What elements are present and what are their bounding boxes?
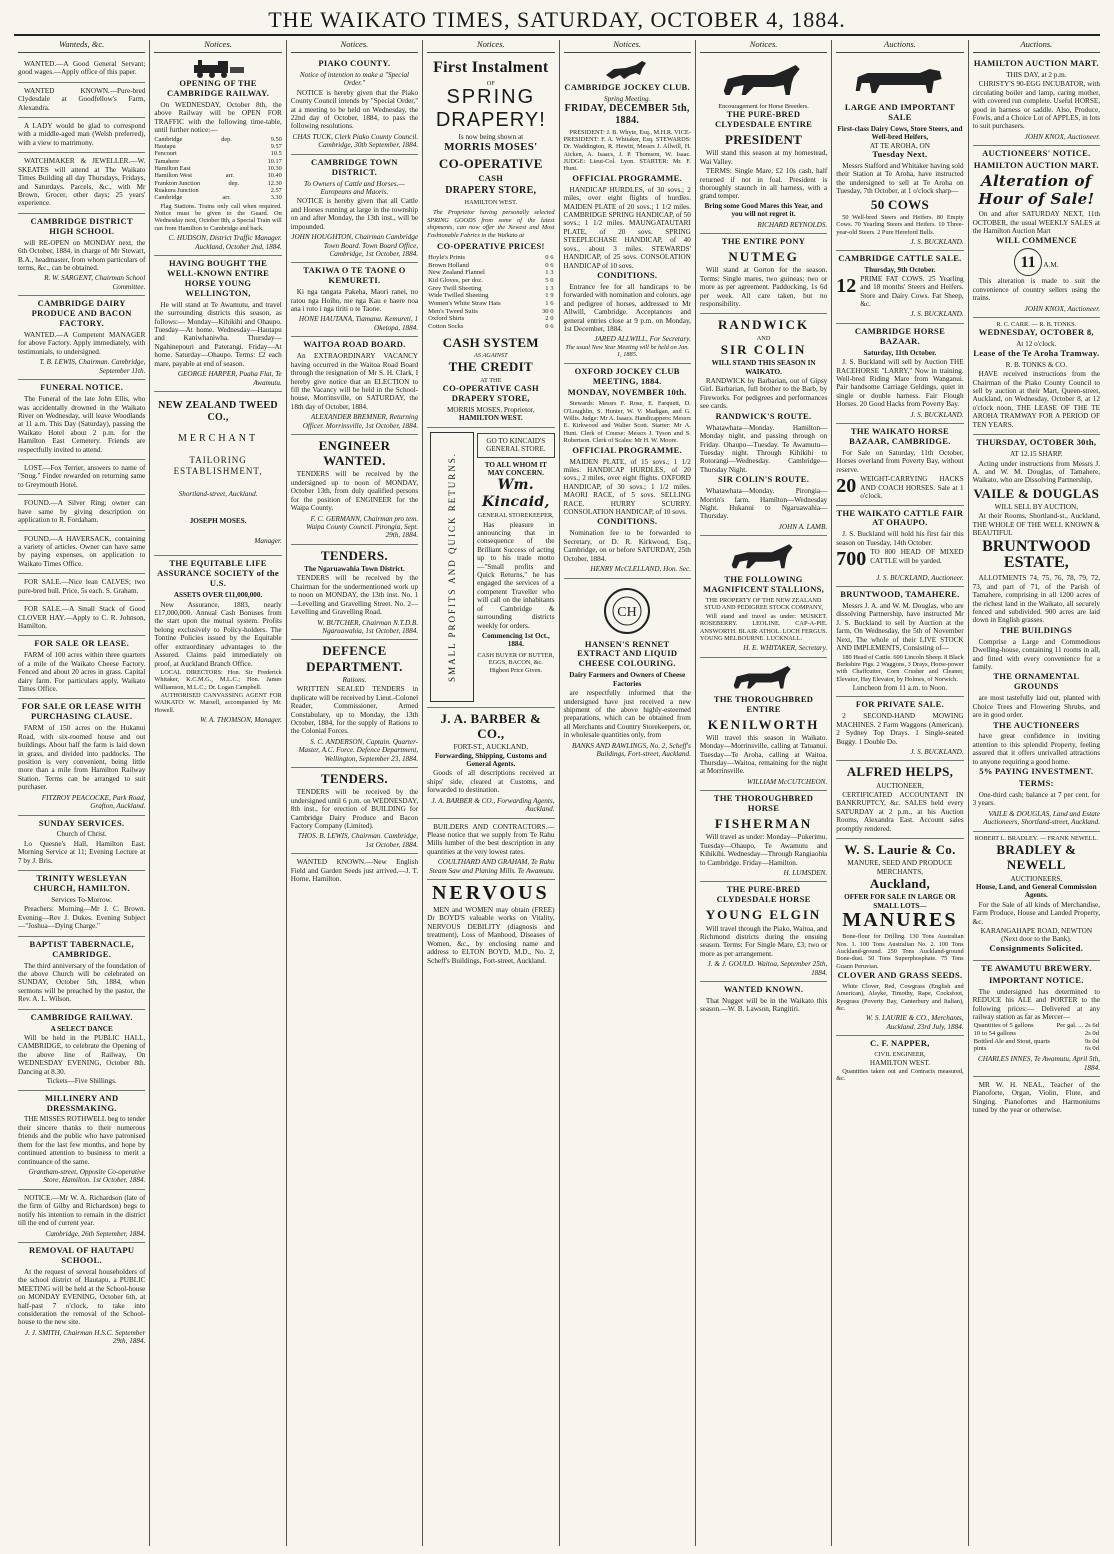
item-price: 1 6 bbox=[545, 300, 554, 308]
station-name: Hautapu bbox=[154, 142, 176, 150]
column-auctions-buckland bbox=[832, 40, 968, 1546]
ad-piako-county: PIAKO COUNTY. Notice of intention to make a "Special Order." NOTICE is hereby given that the Piako County Council intends by "Special Order," at a meeting to be held on Wednesday, the 22nd day of October, 1884, to pass the following resolutions. CHAS TUCK, Clerk Piako County Council. Cambridge, 30th September, 1884. bbox=[291, 56, 418, 155]
price-list bbox=[427, 254, 554, 331]
ad-baptist: BAPTIST TABERNACLE, CAMBRIDGE. The third anniversary of the foundation of the above Church will be celebrated on SUNDAY, October 5th, 1884, when sermons will be preached by the pastor, the Rev. A. L. Wilson. bbox=[18, 937, 145, 1010]
column-heading: Auctions. bbox=[836, 40, 963, 53]
ad-alfred-helps: ALFRED HELPS, AUCTIONEER, CERTIFICATED ACCOUNTANT IN BANKRUPTCY, &c. SALES held every SATURDAY at 2 p.m., at his Auction Rooms, Alexandra East. Account sales promptly rendered. bbox=[836, 761, 963, 839]
station-name: Cambridge bbox=[154, 135, 183, 143]
ad-ohaupo-fair: THE WAIKATO CATTLE FAIR AT OHAUPO. J. S. Buckland will hold his first fair this season on Tuesday, 14th October. 700 TO 800 HEAD OF MIXED CATTLE will be yarded. J. S. BUCKLAND, Auctioneer. bbox=[836, 506, 963, 588]
ad-seeds: WANTED KNOWN.—New English Field and Garden Seeds just arrived.—J. T. Horne, Hamilton. bbox=[290, 858, 419, 884]
column-heading: Notices. bbox=[700, 40, 827, 53]
item-price: 0 6 bbox=[545, 261, 554, 269]
stop-type: arr. bbox=[225, 172, 234, 180]
price-row bbox=[427, 308, 554, 316]
ad-kincaid: SMALL PROFITS AND QUICK RETURNS. GO TO KINCAID'S GENERAL STORE. TO ALL WHOM IT MAY CONCERN. Wm. Kincaid, GENERAL STOREKEEPER, Has pleasure in announcing that in consequence of the Brilliant Success of acting up to his trade motto—"Small profits and Quick Returns," he has engaged the services of a competent Traveller who will call on the inhabitants of Cambridge & surrounding districts weekly for orders. Commencing 1st Oct., 1884. CASH BUYER OF BUTTER, EGGS, BACON, &c. Highest Price Given. bbox=[427, 428, 554, 708]
item-price: 2s 0d bbox=[1084, 1030, 1099, 1038]
vertical-banner: SMALL PROFITS AND QUICK RETURNS. bbox=[430, 432, 474, 702]
ad-te-awamutu-brewery: TE AWAMUTU BREWERY. IMPORTANT NOTICE. The undersigned has determined to REDUCE his ALE and PORTER to the following prices:— Delivered at any railway station as far as Mercer— Quantities of 5 gallons Per gal. ... 2s 6d 10 to 54 gallons 2s 0d Bottled Ale and Stout, quarts 9s 0d pints 6s 0d CHARLES INNES, Te Awamutu, April 5th, 1884. bbox=[973, 961, 1100, 1077]
timetable-row bbox=[154, 143, 281, 150]
departure-time: 9.57 bbox=[270, 142, 282, 150]
timetable bbox=[154, 136, 281, 202]
stop-type: dep. bbox=[221, 135, 232, 143]
ad-railway-opening: OPENING OF THE CAMBRIDGE RAILWAY. On WEDNESDAY, October 8th, the above Railway will be OPEN FOR TRAFFIC with the following time-table, until further notice:— Cambridge dep. 9.50 Hautapu 9.57 Fencourt 10.5 Tamahere 10.17 Hamilton East 10.30 Hamilton West arr. 10.40 Frankton Junction dep. 12.30 Ruakura Junction 2.57 Cambridge arr. 3.30 Flag Stations. Trains only call when required. Notice must be given to the Guard. On Wednesday next, October 8th, a Special Train will run from Hamilton to Cambridge and back. C. HUDSON, District Traffic Manager. Auckland, October 2nd, 1884. bbox=[154, 56, 281, 256]
timetable-row bbox=[154, 194, 281, 201]
timetable-row bbox=[154, 165, 281, 172]
item-price: 1 3 bbox=[545, 269, 554, 277]
departure-time: 3.30 bbox=[270, 194, 282, 202]
column-jockey-club bbox=[560, 40, 696, 1546]
departure-time: 10.40 bbox=[267, 172, 282, 180]
timetable-row bbox=[154, 187, 281, 194]
item-name: Quantities of 5 gallons bbox=[973, 1022, 1034, 1030]
item-price: 0 6 bbox=[545, 323, 554, 331]
columns bbox=[14, 40, 1104, 1546]
column-heading: Notices. bbox=[291, 40, 418, 53]
price-row bbox=[427, 292, 554, 300]
item-name: pints bbox=[973, 1045, 987, 1053]
item-name: Kid Gloves, per doz. bbox=[428, 276, 483, 284]
item-price: 30 0 bbox=[541, 307, 554, 315]
ad-equitable-life: THE EQUITABLE LIFE ASSURANCE SOCIETY of the U.S. ASSETS OVER £11,000,000. New Assurance, 1883, nearly £17,000,000. Annual Cash Bonuses from the start upon the mutual system. Profits belong exclusively to Policy-holders. The Tontine Policies issued by the Equitable offer extraordinary advantages to the Assured. Claims paid immediately on proof, at Auckland Branch Office. LOCAL DIRECTORS: Hon. Sir Frederick Whitaker, K.C.M.G., M.L.C.; Hon. James Williamson, M.L.C.; Dr. Logan Campbell. AUTHORISED CANVASSING AGENT FOR WAIKATO: W. Marsell, accompanied by Mr. Howell. W. A. THOMSON, Manager. bbox=[154, 558, 282, 725]
ad-bruntwood-stock: BRUNTWOOD, TAMAHERE. Messrs J. A. and W. M. Douglas, who are dissolving Partnership, have instructed Mr J. S. Buckland to sell by Auction at the farm, On Wednesday, the 5th of November Next, The whole of their LIVE STOCK AND IMPLEMENTS, Consisting of— 180 Head of Cattle. 600 Lincoln Sheep. 8 Black Berkshire Pigs. 2 Waggons, 3 Drays, Horse-power with Chaffcutter, Corn Crusher and Cleaner, Elevator, Hay Elevator, by Holmes, of Norwich. Luncheon from 11 a.m. to Noon. bbox=[836, 587, 963, 697]
column-wanteds bbox=[14, 40, 150, 1546]
ad-millinery: MILLINERY AND DRESSMAKING. THE MISSES ROTHWELL beg to tender their sincere thanks to their numerous friends and the public who have patronised them for the last few months, and hope by continued attention to business to merit a continuance of the same. Grantham-street, Opposite Co-operative Store, Hamilton. 1st October, 1884. bbox=[18, 1091, 145, 1190]
ad-lost-terrier: LOST.—Fox Terrier, answers to name of "Snug." Finder rewarded on returning same to Greymouth Hotel. bbox=[18, 460, 145, 495]
column-heading: Auctions. bbox=[973, 40, 1100, 53]
item-price: 0 6 bbox=[545, 253, 554, 261]
ad-magnificent-stallions: THE FOLLOWING MAGNIFICENT STALLIONS, THE PROPERTY OF THE NEW ZEALAND STUD AND PEDIGREE STOCK COMPANY, Will stand and travel as under: MUSKET. ROSEBERRY. LEOLINE. CAP-A-PIE. ANSWORTH. BLAIR ATHOL. LOCH FERGUS. YOUNG MELBOURNE. LUCKNALL. H. E. WHITAKER, Secretary. bbox=[700, 536, 827, 657]
brewery-price-list bbox=[973, 1022, 1100, 1053]
item-name: Hoyle's Prints bbox=[428, 253, 466, 261]
ad-young-elgin: THE PURE-BRED CLYDESDALE HORSE YOUNG ELGIN Will travel through the Piako, Waitoa, and Richmond districts during the ensuing season. Terms: For Single Mare, £3; two or more as per arrangement. J. & J. GOULD. Waitoa, September 25th, 1884. bbox=[700, 882, 827, 982]
svg-text:CH: CH bbox=[617, 604, 637, 620]
item-name: Women's White Straw Hats bbox=[428, 300, 501, 308]
ad-president-clydesdale: Encouragement for Horse Breeders. THE PURE-BRED CLYDESDALE ENTIRE PRESIDENT Will stand this season at my homestead, Wai Valley. TERMS: Single Mare, £2 10s cash, half returned if not in foal. President is thoroughly staunch in all harness, with a grand temper. Bring some Good Mares this Year, and you will not regret it. RICHARD REYNOLDS. bbox=[700, 56, 827, 234]
ad-tweed-company: NEW ZEALAND TWEED CO., MERCHANT TAILORING ESTABLISHMENT, Shortland-street, Auckland. JOSEPH MOSES. Manager. bbox=[154, 392, 281, 556]
ad-funeral: FUNERAL NOTICE. The Funeral of the late John Ellis, who was accidentally drowned in the Waikato River on Wednesday, will leave Woodlands at 11 a.m. This Day (Saturday), passing the Waikato Hotel about 2 p.m. for the Hamilton East Cemetery. Friends are respectfully invited to attend. bbox=[18, 380, 145, 460]
racehorse-icon bbox=[602, 59, 652, 83]
ad-laurie-manures: W. S. Laurie & Co. MANURE, SEED AND PRODUCE MERCHANTS, Auckland, OFFER FOR SALE IN LARGE OR SMALL LOTS— MANURES Bone-flour for Drilling. 130 Tons Australian Nos. 1. 100 Tons Australian No. 2. 100 Tons Auckland-ground. 250 Tons Auckland-ground Bone-dust. 50 Tons Superphosphate. 75 Tons Guano Peruvian. CLOVER AND GRASS SEEDS. White Clover, Red, Cowgrass (English and American), Alsyke, Timothy, Rape, Cocksfoot, Ryegrass (Poverty Bay, Canterbury and Italian), &c. W. S. LAURIE & CO., Merchants, Auckland. 23rd July, 1884. bbox=[836, 839, 963, 1036]
ad-richardson: NOTICE.—Mr W. A. Richardson (late of the firm of Gilby and Richardson) begs to notify his intention to remain in the district till the end of current year. Cambridge, 26th September, 1884. bbox=[18, 1190, 145, 1243]
ad-te-aroha-sale: LARGE AND IMPORTANT SALE First-class Dairy Cows, Store Steers, and Well-bred Heifers, AT TE AROHA, ON Tuesday Next. Messrs Stafford and Whitaker having sold their Station at Te Aroha, have instructed the undersigned to sell at Te Aroha on Tuesday, 7th October, at 1 o'clock sharp— 50 COWS 50 Well-bred Steers and Heifers. 80 Empty Cows. 70 Yearling Steers and Heifers. 10 Three-year-old Steers. 2 Pure Hereford Bulls. J. S. BUCKLAND. bbox=[836, 56, 963, 251]
ad-young-wellington: HAVING BOUGHT THE WELL-KNOWN ENTIRE HORSE YOUNG WELLINGTON, He will stand at Te Awamutu, and travel the surrounding districts this season, as follows:— Monday—Kihikihi and Ohaupo. Tuesday—At home. Wednesday—Hautapu and Kaniwhaniwha. Thursday—Ngahinepouri and Paterangi. Friday—At home. Saturday—Ohaupo. Terms: £2 each mare, payable at end of season. GEORGE HARPER, Puaha Flat, Te Awamutu. bbox=[154, 256, 281, 392]
item-price: 5 0 bbox=[545, 276, 554, 284]
ad-cambridge-town: CAMBRIDGE TOWN DISTRICT. To Owners of Cattle and Horses.—Europeans and Maoris. NOTICE is hereby given that all Cattle and Horses running at large in the township on and after Monday, the 13th inst., will be impounded. JOHN HOUGHTON, Chairman Cambridge Town Board. Town Board Office, Cambridge, 1st October, 1884. bbox=[291, 155, 418, 264]
ad-nutmeg-pony: THE ENTIRE PONY NUTMEG Will stand at Gorton for the season. Terms: Single mares, two guineas; two or more as per agreement. Paddocking, 1s 6d per week. All care taken, but no responsibility. bbox=[700, 234, 827, 314]
station-name: Tamahere bbox=[154, 157, 180, 165]
item-price: 2 0 bbox=[545, 315, 554, 323]
item-price: 6s 0d bbox=[1084, 1045, 1099, 1053]
departure-time: 2.57 bbox=[270, 187, 282, 195]
ad-tenders-ngaruawahia: TENDERS. The Ngaruawahia Town District. TENDERS will be received by the Chairman for the undermentioned work up to noon on MONDAY, the 13th inst. No. 1—Levelling and Gravelling Street. No. 2—Levelling and Gravelling Road. W. BUTCHER, Chairman N.T.D.B. Ngaruawahia, 1st October, 1884. bbox=[291, 545, 418, 641]
ad-engineer-wanted: ENGINEER WANTED. TENDERS will be received by the undersigned up to noon of MONDAY, October 13th, from duly qualified persons for the position of ENGINEER for the Waipa County. F. C. GERMANN, Chairman pro tem. Waipa County Council. Pirongia, Sept. 29th, 1884. bbox=[291, 435, 418, 545]
column-heading: Notices. bbox=[564, 40, 691, 53]
column-drapery bbox=[423, 40, 559, 1546]
price-row bbox=[973, 1038, 1100, 1046]
timetable-row bbox=[154, 172, 281, 179]
locomotive-icon bbox=[188, 59, 248, 79]
cow-icon bbox=[836, 61, 963, 101]
clydesdale-horse-icon bbox=[700, 61, 827, 101]
ad-maori-notice: TAKIWA O TE TAONE O KEMURETI. Ki nga tangata Pakeha, Maori ranei, no ratou nga Hoiho, me nga Kau e haere noa ana i roto i nga tiriti o te Taone. HONE HAUTANA, Tiamana. Kemureti, 1 Oketopa, 1884. bbox=[291, 263, 418, 337]
ad-clover-hay: FOR SALE.—A Small Stack of Good CLOVER HAY.—Apply to C. R. Johnson, Hamilton. bbox=[18, 601, 145, 636]
ad-nugget: WANTED KNOWN. That Nugget will be in the Waikato this season.—W. B. Lawson, Rangitiri. bbox=[699, 984, 828, 1014]
timetable-row bbox=[154, 150, 281, 157]
ad-neal-music: MR W. H. NEAL, Teacher of the Pianoforte, Organ, Violin, Flute, and Singing. Pianofortes and Harmoniums tuned by the year or otherwise. bbox=[972, 1081, 1100, 1115]
item-name: New Zealand Flannel bbox=[428, 269, 485, 277]
ad-randwick-sir-colin: RANDWICK AND SIR COLIN WILL STAND THIS SEASON IN WAIKATO. RANDWICK by Barbarian, out of Gipsy Girl. Barbarian, full brother to the Barb, by Fireworks. For pedigrees and performances see cards. RANDWICK'S ROUTE. Whatawhata—Monday. Hamilton—Monday night, and passing through on Friday. Ohaupo—Tuesday. Te Awamutu—Tuesday night. Through Kihikihi to Rotorangi—Wednesday. Cambridge—Thursday Night. SIR COLIN'S ROUTE. Whatawhata—Monday. Pirongia—Morrin's farm. Hamilton—Wednesday Night. Hukanui to Ngaruawahia—Thursday. JOHN A. LAMB. bbox=[700, 314, 827, 536]
ad-waitoa-road-board: WAITOA ROAD BOARD. An EXTRAORDINARY VACANCY having occurred in the Waitoa Road Board through the resignation of Mr S. H. Clark, I hereby give notice that an ELECTION to fill the Vacancy will be held in the School-house, Morrinsville, on SATURDAY, the 18th day of October, 1884. ALEXANDER BREMNER, Returning Officer. Morrinsville, 1st October, 1884. bbox=[291, 337, 418, 435]
timetable-row bbox=[154, 180, 281, 187]
ad-bruntwood-estate: THURSDAY, OCTOBER 30th, AT 12.15 SHARP. Acting under instructions from Messrs J. A. and W. M. Douglas, of Tamahere, Waikato, who are Dissolving Partnership, VAILE & DOUGLAS WILL SELL BY AUCTION, At their Rooms, Shortland-st., Auckland, THE WHOLE OF THE WELL KNOWN & BEAUTIFUL BRUNTWOOD ESTATE, ALLOTMENTS 74, 75, 76, 78, 79, 72, 73, and part of 71, of the Parish of Tamahere, comprising in all 1200 acres of the richest land in the Waikato, all securely fenced and subdivided. 900 acres are laid down in English grasses. THE BUILDINGS Comprise a Large and Commodious Dwelling-house, containing 11 rooms in all, and fitted with every convenience for a family. THE ORNAMENTAL GROUNDS are most tastefully laid out, planted with Choice Trees and Flowering Shrubs, and are in good order. THE AUCTIONEERS have great confidence in inviting attention to this splendid Property, feeling assured that it offers unrivalled attractions to anyone requiring a good home. 5% PAYING INVESTMENT. TERMS: One-third cash; balance at 7 per cent. for 3 years. VAILE & DOUGLAS, Land and Estate Auctioneers, Shortland-street, Auckland. bbox=[973, 435, 1100, 832]
item-price: 9s 0d bbox=[1084, 1037, 1099, 1045]
ad-barber: J. A. BARBER & CO., FORT-ST., AUCKLAND, Forwarding, Shipping, Customs and General Agents. Goods of all descriptions received at ships' side, cleared at Customs, and forwarded to destination. J. A. BARBER & CO., Forwarding Agents, Auckland. bbox=[427, 708, 554, 819]
column-notices-county bbox=[287, 40, 423, 1546]
ad-cambridge-jockey-club: CAMBRIDGE JOCKEY CLUB. Spring Meeting. FRIDAY, DECEMBER 5th, 1884. PRESIDENT: J. B. Whyte, Esq., M.H.R. VICE-PRESIDENT: F. A. Whitaker, Esq. STEWARDS: Dr. Waddington, R. Hewitt, Messrs J. Allwill, H. Aicken, A. Isaacs, J. P. Thomson, W. Isaac. JUDGE: Lieut-Col. Lyon. STARTER: Mr. F. Hunt. OFFICIAL PROGRAMME. HANDICAP HURDLES, of 30 sovs.; 2 miles, over eight flights of hurdles. MAIDEN PLATE of 20 sovs.; 1 1/2 miles. CAMBRIDGE SPRING HANDICAP, of 50 sovs.; 1 1/2 miles. MAUNGATAUTARI PLATE, of 20 sovs. SPRING STEEPLECHASE HANDICAP, of 40 sovs., about 3 miles. STEWARDS' HANDICAP, of 25 sovs. CONSOLATION HANDICAP of 10 sovs. CONDITIONS. Entrance fee for all handicaps to be forwarded with nomination and colours, age and pedigree of horses, addressed to Mr Allwill, Cambridge. Acceptances and general entries close at 9 p.m. on Monday, 1st December, 1884. JARED ALLWILL, For Secretary. The usual New Year Meeting will be held on Jan. 1, 1885. bbox=[564, 56, 691, 364]
ad-bradley-newell: ROBERT L. BRADLEY. — FRANK NEWELL. BRADLEY & NEWELL AUCTIONEERS, House, Land, and General Commission Agents. For the Sale of all kinds of Merchandise, Farm Produce, House and Landed Property, &c. KARANGAHAPE ROAD, NEWTON (Next door to the Bank). Consignments Solicited. bbox=[973, 832, 1100, 961]
item-name: Bottled Ale and Stout, quarts bbox=[973, 1037, 1050, 1045]
item-price: 1 9 bbox=[545, 292, 554, 300]
stop-type: dep. bbox=[228, 179, 240, 187]
column-heading: Notices. bbox=[427, 40, 554, 53]
stop-type: arr. bbox=[222, 194, 231, 202]
ad-cambridge-cattle-sale: CAMBRIDGE CATTLE SALE. Thursday, 9th October. 12 PRIME FAT COWS. 25 Yearling and 18 months' Steers and Heifers. Store and Dairy Cows. Fat Sheep, &c. J. S. BUCKLAND. bbox=[836, 251, 963, 323]
column-stallions bbox=[696, 40, 832, 1546]
price-row bbox=[427, 254, 554, 262]
column-notices-railway bbox=[150, 40, 286, 1546]
station-name: Hamilton West bbox=[154, 172, 193, 180]
ad-tramway-lease: R. C. CARR. — R. B. TONKS. WEDNESDAY, OCTOBER 8, At 12 o'clock. Lease of the Te Aroha Tramway. R. B. TONKS & CO. HAVE received instructions from the Chairman of the Piako County Council to sell by auction at their Mart, Queen-street, Auckland, on Wednesday, October 8, at 12 o'clock noon, THE LEASE OF THE TE AROHA TRAMWAY FOR A PERIOD OF TEN YEARS. bbox=[973, 318, 1100, 435]
price-row bbox=[973, 1045, 1100, 1053]
item-name: Grey Twill Sheeting bbox=[428, 284, 482, 292]
price-row bbox=[973, 1022, 1100, 1030]
ad-defence-department: DEFENCE DEPARTMENT. Rations. WRITTEN SEALED TENDERS in duplicate will be received by Lieut.-Colonel Reader, Commissioner, Armed Constabulary, up to Monday, the 13th October, 1884, for the supply of Rations to the Colonial Forces. S. C. ANDERSON, Captain. Quarter-Master, A.C. Force. Defence Department, Wellington, September 23, 1884. bbox=[291, 640, 418, 768]
departure-time: 10.30 bbox=[267, 164, 282, 172]
ad-watchmaker: WATCHMAKER & JEWELLER.—W. SKEATES will attend at The Waikato Times Building all day Thursdays, Fridays, and Saturdays. Parcels, &c., with Mr Brown, Grocer, other days; 25 years' experience. bbox=[18, 153, 145, 214]
ad-private-sale: FOR PRIVATE SALE. 2 SECOND-HAND MOWING MACHINES. 2 Farm Waggons (American). 2 Sydney Top Drays. 1 Single-seated Buggy. 1 Double Do. J. S. BUCKLAND. bbox=[836, 697, 963, 761]
item-name: Oxford Shirts bbox=[428, 315, 465, 323]
item-name: Cotton Socks bbox=[428, 323, 464, 331]
ad-lady: A LADY would be glad to correspond with a middle-aged man (Welsh preferred), with a view to matrimony. bbox=[18, 118, 145, 153]
ad-farm-purchase: FOR SALE OR LEASE WITH PURCHASING CLAUSE. FARM of 150 acres on the Hukanui Road, with six-roomed house and out buildings. About half the farm is laid down in grass, and divided into paddocks. The position is very convenient, being little more than a mile from Hamilton Railway Station. Terms can be arranged to suit purchaser. FITZROY PEACOCKE, Park Road, Grafton, Auckland. bbox=[18, 699, 145, 815]
ad-tenders-factory: TENDERS. TENDERS will be received by the undersigned until 6 p.m. on WEDNESDAY, 8th inst., for erection of BUILDING for Cambridge Dairy Produce and Bacon Factory Company (Limited). THOS. B. LEWIS, Chairman. Cambridge, 1st October, 1884. bbox=[291, 768, 418, 854]
departure-time: 10.17 bbox=[267, 157, 282, 165]
departure-time: 9.50 bbox=[270, 135, 282, 143]
price-row bbox=[427, 315, 554, 323]
ad-farm-lease: FOR SALE OR LEASE. FARM of 100 acres within three quarters of a mile of the Waikato Cheese Factory. Fenced and about 20 acres in grass. Capital dairy farm. For particulars apply, Waikato Times Office. bbox=[18, 636, 145, 699]
timetable-row bbox=[154, 136, 281, 143]
ad-spring-drapery: First Instalment OF SPRING DRAPERY! Is now being shown at MORRIS MOSES' CO-OPERATIVE CASH DRAPERY STORE, HAMILTON WEST. The Proprietor having personally selected SPRING GOODS from some of the latest shipments, can now offer the Newest and Most Fashionable Fabrics in the Waikato at CO-OPERATIVE PRICES! Hoyle's Prints 0 6 Brown Holland 0 6 New Zealand Flannel 1 3 Kid Gloves, per doz. 5 0 Grey Twill Sheeting 1 3 Wide Twilled Sheeting 1 9 Women's White Straw Hats 1 6 Men's Tweed Suits 30 0 Oxford Shirts 2 0 Cotton Socks 0 6 CASH SYSTEM AS AGAINST THE CREDIT AT THE CO-OPERATIVE CASH DRAPERY STORE, MORRIS MOSES, Proprietor, HAMILTON WEST. bbox=[427, 56, 554, 428]
station-name: Hamilton East bbox=[154, 164, 191, 172]
price-row bbox=[427, 262, 554, 270]
item-name: Wide Twilled Sheeting bbox=[428, 292, 489, 300]
ad-wanted-servant: WANTED.—A Good General Servant; good wages.—Apply office of this paper. bbox=[18, 56, 145, 83]
stallion-horse-icon bbox=[700, 541, 827, 573]
price-row bbox=[427, 285, 554, 293]
ad-alteration-of-hour: AUCTIONEERS' NOTICE. HAMILTON AUCTION MART. Alteration of Hour of Sale! On and after SATURDAY NEXT, 11th OCTOBER, the usual WEEKLY SALES at the Hamilton Auction Mart WILL COMMENCE 11 A.M. This alteration is made to suit the convenience of country sellers using the trains. JOHN KNOX, Auctioneer. bbox=[973, 146, 1100, 318]
item-name: Brown Holland bbox=[428, 261, 469, 269]
departure-time: 12.30 bbox=[267, 179, 282, 187]
ad-oxford-jockey-club: OXFORD JOCKEY CLUB MEETING, 1884. MONDAY, NOVEMBER 10th. Stewards: Messrs F. Rose, E. Farquett, D. O'Loughlin, S. Hunter, W. V. Madigan, and G. Willis. Judge: Mr A. Isaacs. Handicappers: Messrs E. Kirkwood and Walter Scott. Starter: Mr A. Hunt. Clerk of Course: Messrs J. Tyson and S. Robertson. Clerk of Scales: Mr H. W. Moore. OFFICIAL PROGRAMME. MAIDEN PLATE, of 15 sovs.; 1 1/2 miles. HANDICAP HURDLES, of 20 sovs.; 2 miles, over eight flights. OXFORD HANDICAP, of 30 sovs.; 1 1/2 miles. MAORI RACE, of 5 sovs. SELLING RACE. HURRY SCURRY. CONSOLATION HANDICAP, of 10 sovs. CONDITIONS. Nomination fee to be forwarded to Secretary, or D. R. Kirkwood, Esq., Cambridge, on or before SATURDAY, 25th October, 1884. HENRY McCLELLAND, Hon. Sec. bbox=[564, 364, 691, 579]
item-name: 10 to 54 gallons bbox=[973, 1030, 1016, 1038]
ad-calves: FOR SALE.—Nice lean CALVES; two pure-bred bull. Price, 5s each. S. Graham. bbox=[18, 574, 145, 601]
ad-sunday-services: SUNDAY SERVICES. Church of Christ. Lo Quesne's Hall, Hamilton East. Morning Service at 11; Evening Lecture at 7 by J. Bris. bbox=[18, 816, 145, 872]
item-price: 1 3 bbox=[545, 284, 554, 292]
ad-kenilworth: THE THOROUGHBRED ENTIRE KENILWORTH Will travel this season in Waikato. Monday—Morrinsville, calling at Tatuanui. Tuesday—Te Aroha, calling at Waitoa. Thursday—Waitoa, remaining for the night at Morrinsville. WILLIAM McCUTCHEON. bbox=[700, 658, 827, 792]
ad-horse-bazaar: CAMBRIDGE HORSE BAZAAR. Saturday, 11th October. J. S. Buckland will sell by Auction THE RACEHORSE "LARRY," Now in training. Well-bred Riding Mare from Wanganui. Pair handsome Carriage Geldings, quiet in single or double harness. Fair Flough Horses. 20 Good Hacks from Poverty Bay. J. S. BUCKLAND. bbox=[836, 324, 963, 424]
rennet-trademark-icon bbox=[602, 586, 652, 636]
ad-hautapu-school: REMOVAL OF HAUTAPU SCHOOL. At the request of several householders of the school district of Hautapu, a PUBLIC MEETING will be held at the School-house on MONDAY EVENING, October 6th, at half-past 7 o'clock, to take into consideration the removal of the School-house to the new site. J. J. SMITH, Chairman H.S.C. September 29th, 1884. bbox=[18, 1244, 146, 1346]
ad-hansens-rennet: CH HANSEN'S RENNET EXTRACT AND LIQUID CHEESE COLOURING. Dairy Farmers and Owners of Cheese Factories are respectfully informed that the undersigned have just received a new shipment of the above highly-esteemed preparations, which can be obtained from all Merchants and Country Storekeepers, or, in wholesale quantities only, from BANKS AND RAWLINGS, No. 2, Scheff's Buildings, Fort-street, Auckland. bbox=[564, 579, 691, 763]
item-name: Men's Tweed Suits bbox=[428, 307, 478, 315]
price-row bbox=[427, 323, 554, 331]
ad-waikato-horse-bazaar: THE WAIKATO HORSE BAZAAR, CAMBRIDGE. For Sale on Saturday, 11th October, Horses overland from Poverty Bay, without reserve. 20 WEIGHT-CARRYING HACKS AND COACH HORSES. Sale at 1 o'clock. bbox=[836, 424, 963, 505]
ad-dairy-factory: CAMBRIDGE DAIRY PRODUCE AND BACON FACTORY. WANTED.—A Competent MANAGER for above Factory. Apply immediately, with testimonials, to undersigned. T. B. LEWIS, Chairman. Cambridge, September 11th. bbox=[18, 296, 145, 380]
ad-found-haversack: FOUND.—A HAVERSACK, containing a variety of articles. Owner can have same by paying expenses, on application to Waikato Times Office. bbox=[18, 531, 145, 575]
ad-fisherman: THE THOROUGHBRED HORSE FISHERMAN Will travel as under: Monday—Pukerimu. Tuesday—Ohaupo, Te Awamutu and Kihikihi. Wednesday—Through Rangiaohia to Cambridge. Friday—Hamilton. H. LUMSDEN. bbox=[700, 791, 827, 882]
column-heading: Notices. bbox=[154, 40, 281, 53]
station-name: Cambridge bbox=[154, 194, 183, 202]
departure-time: 10.5 bbox=[270, 150, 282, 158]
price-row bbox=[427, 269, 554, 277]
ad-builders: BUILDERS AND CONTRACTORS.—Please notice that we supply from Te Rahu Mills lumber of the best description in any quantities at the very lowest rates. COULTHARD AND GRAHAM, Te Rahu Steam Saw and Planing Mills. Te Awamutu. bbox=[427, 819, 554, 881]
station-name: Fencourt bbox=[154, 150, 177, 158]
ad-napper: C. F. NAPPER, CIVIL ENGINEER, HAMILTON WEST. Quantities taken out and Contracts measured, &c. bbox=[836, 1038, 964, 1083]
newspaper-title: THE WAIKATO TIMES, SATURDAY, OCTOBER 4, 1884. bbox=[268, 7, 846, 33]
station-name: Frankton Junction bbox=[154, 179, 201, 187]
ad-high-school: CAMBRIDGE DISTRICT HIGH SCHOOL will RE-OPEN on MONDAY next, the 6th October, 1884, in charge of Mr Stewart, B.A., headmaster, from whom particulars of terms, &c., can be obtained. R. W. SARGENT, Chairman School Committee. bbox=[18, 214, 145, 296]
ad-found-ring: FOUND.—A Silver Ring; owner can have same by giving description on application to R. Fordaham. bbox=[18, 495, 145, 530]
price-row bbox=[973, 1030, 1100, 1038]
ad-nervous: NERVOUS MEN and WOMEN may obtain (FREE) Dr BOYD'S valuable works on Vitality, NERVOUS DEBILITY (diagnosis and treatment), Loss of Manhood, Diseases of Women, &c., by enclosing name and address to ELTON BOYD, M.D., No. 2, Scheff's Buildings, Fort-street, Auckland. bbox=[427, 882, 555, 965]
item-price: Per gal. ... 2s 6d bbox=[1056, 1022, 1099, 1030]
ad-auction-mart: HAMILTON AUCTION MART. THIS DAY, at 2 p.m. CHRISTY'S 90-EGG INCUBATOR, with circulating boiler and lamp, caring mother, with covered run complete. Useful HORSE, good in harness or saddle. Also, Produce, Fowls, and a Choice Lot of APPLES, in lots to suit purchasers. JOHN KNOX, Auctioneer. bbox=[973, 56, 1100, 146]
price-row bbox=[427, 300, 554, 308]
kenilworth-horse-icon bbox=[700, 663, 827, 693]
column-heading: Wanteds, &c. bbox=[18, 40, 145, 53]
column-auctions-knox bbox=[969, 40, 1104, 1546]
masthead bbox=[14, 6, 1100, 36]
ad-select-dance: CAMBRIDGE RAILWAY. A SELECT DANCE Will be held in the PUBLIC HALL, CAMBRIDGE, to celebrate the Opening of the above line of Railway, On WEDNESDAY EVENING, October 8th. Dancing at 8.30. Tickets—Five Shillings. bbox=[18, 1010, 145, 1091]
station-name: Ruakura Junction bbox=[154, 187, 199, 195]
ad-clydesdale: WANTED KNOWN.—Pure-bred Clydesdale at Goodfellow's Farm, Alexandra. bbox=[18, 83, 145, 118]
price-row bbox=[427, 277, 554, 285]
ad-wesleyan: TRINITY WESLEYAN CHURCH, HAMILTON. Services To-Morrow. Preachers: Morning—Mr J. C. Brown. Evening—Rev J. Dukes. Evening Subject—"Joshua—Dying Charge." bbox=[18, 871, 145, 937]
timetable-row bbox=[154, 158, 281, 165]
